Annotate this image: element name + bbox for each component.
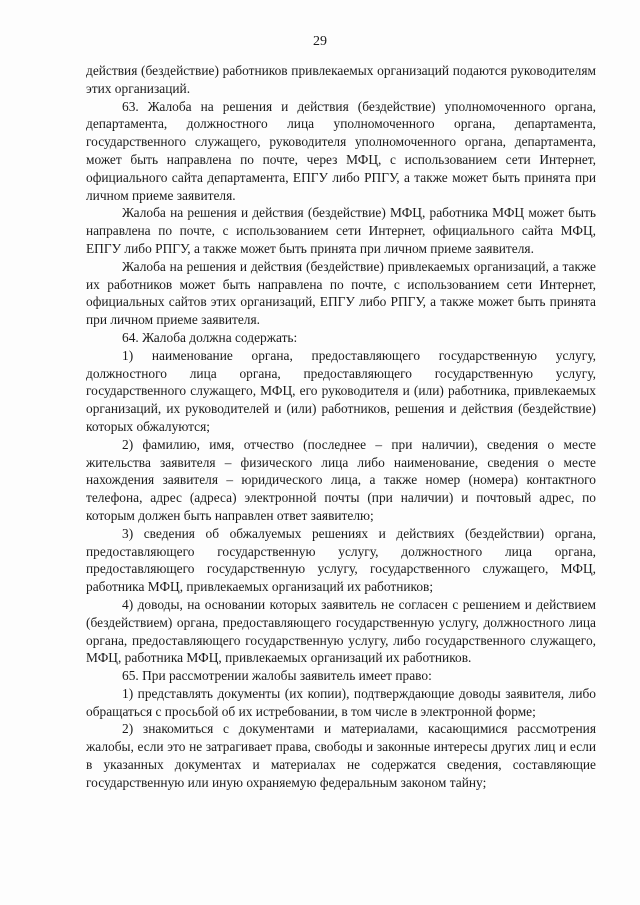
paragraph-63: 63. Жалоба на решения и действия (бездействие) уполномоченного органа, департамента, должностного лица уполномоченного органа, департамента, государственного служащего, руководителя уполномоченного органа, департамента, может быть направлена по почте, через МФЦ, с использованием сети Интернет, официального сайта департамента, ЕПГУ либо РПГУ, а также может быть принята при личном приеме заявителя. [86, 98, 596, 203]
document-body [86, 62, 596, 792]
paragraph-64: 64. Жалоба должна содержать: [122, 329, 298, 345]
paragraph-complaint-mfc: Жалоба на решения и действия (бездействие) МФЦ, работника МФЦ может быть направлена по почте, с использованием сети Интернет, официального сайта МФЦ, ЕПГУ либо РПГУ, а также может быть принята при личном приеме заявителя. [86, 205, 596, 256]
paragraph-65-item-1: 1) представлять документы (их копии), подтверждающие доводы заявителя, либо обращаться с просьбой об их истребовании, в том числе в электронной форме; [86, 685, 596, 719]
page-number: 29 [313, 34, 327, 49]
paragraph-64-item-4: 4) доводы, на основании которых заявитель не согласен с решением и действием (бездействием) органа, предоставляющего государственную услугу, должностного лица органа, предоставляющего государственную услугу, либо государственного служащего, МФЦ, работника МФЦ, привлекаемых организаций их работников. [86, 596, 596, 666]
paragraph-64-item-3: 3) сведения об обжалуемых решениях и действиях (бездействии) органа, предоставляющего государственную услугу, должностного лица органа, предоставляющего государственную услугу, государственного служащего, МФЦ, работника МФЦ, привлекаемых организаций их работников; [86, 525, 596, 595]
paragraph-complaint-organizations: Жалоба на решения и действия (бездействие) привлекаемых организаций, а также их работников может быть направлена по почте, с использованием сети Интернет, официальных сайтов этих организаций, ЕПГУ либо РПГУ, а также может быть принята при личном приеме заявителя. [86, 258, 596, 328]
paragraph-continuation: действия (бездействие) работников привлекаемых организаций подаются руководителям этих организаций. [86, 63, 596, 96]
paragraph-64-item-2: 2) фамилию, имя, отчество (последнее – при наличии), сведения о месте жительства заявителя – физического лица либо наименование, сведения о месте нахождения заявителя – юридического лица, а также номер (номера) контактного телефона, адрес (адреса) электронной почты (при наличии) и почтовый адрес, по которым должен быть направлен ответ заявителю; [86, 436, 596, 523]
paragraph-64-item-1: 1) наименование органа, предоставляющего государственную услугу, должностного лица органа, предоставляющего государственную услугу, государственного служащего, МФЦ, его руководителя и (или) работника, привлекаемых организаций, их руководителей и (или) работников, решения и действия (бездействие) которых обжалуются; [86, 347, 596, 434]
paragraph-65-item-2: 2) знакомиться с документами и материалами, касающимися рассмотрения жалобы, если это не затрагивает права, свободы и законные интересы других лиц и если в указанных документах и материалах не содержатся сведения, составляющие государственную или иную охраняемую федеральным законом тайну; [86, 721, 596, 790]
paragraph-65: 65. При рассмотрении жалобы заявитель имеет право: [122, 668, 432, 684]
